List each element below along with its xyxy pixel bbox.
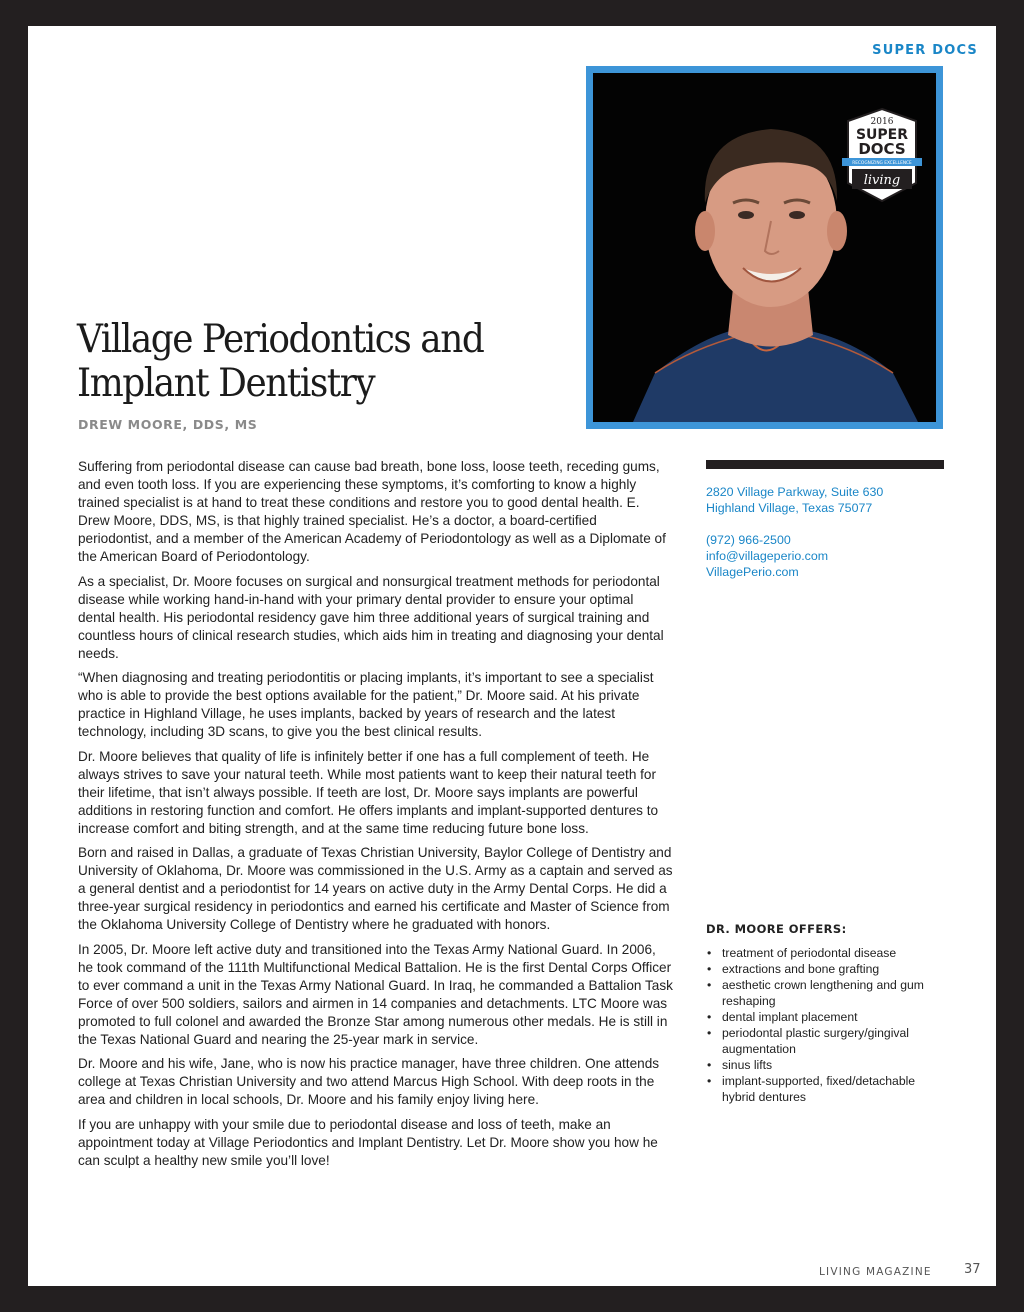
- article-body: [78, 458, 674, 1176]
- badge-year: 2016: [870, 117, 894, 127]
- badge-line1: SUPER: [855, 127, 909, 143]
- address-line-2: Highland Village, Texas 75077: [706, 501, 873, 515]
- paragraph: In 2005, Dr. Moore left active duty and transitioned into the Texas Army National Guard. In 2006, he took command of the 111th Multifunctional Medical Battalion. He is the first Dental Corps Officer to ever command a unit in the Texas Army National Guard. In Iraq, he commanded a Battalion Task Force of over 500 soldiers, sailors and airmen in 14 companies and detachments. LTC Moore was promoted to full colonel and awarded the Bronze Star among numerous other medals. He is still in the Texas National Guard and nearing the 25-year mark in service.: [78, 941, 673, 1047]
- contact-block: [706, 484, 946, 580]
- paragraph: Dr. Moore believes that quality of life is infinitely better if one has a full complement of teeth. He always strives to save your natural teeth. While most patients want to keep their natural teeth for their lifetime, that isn’t always possible. If teeth are lost, Dr. Moore says implants are powerful additions in restoring function and comfort. He offers implants and implant-supported dentures to increase comfort and biting strength, and at the same time reducing future bone loss.: [78, 748, 659, 836]
- title-line-1: Village Periodontics and: [77, 317, 484, 362]
- paragraph: Suffering from periodontal disease can cause bad breath, bone loss, loose teeth, receding gums, and even tooth loss. If you are experiencing these symptoms, it’s comforting to know a highly trained specialist is at hand to treat these conditions and restore you to good dental health. E. Drew Moore, DDS, MS, is that highly trained specialist. He’s a doctor, a board-certified periodontist, and a member of the American Academy of Periodontology as well as a Diplomate of the American Board of Periodontology.: [78, 459, 666, 564]
- magazine-name: LIVING MAGAZINE: [819, 1266, 932, 1278]
- list-item: • periodontal plastic surgery/gingival augmentation: [706, 1025, 946, 1057]
- portrait-frame: [586, 66, 943, 429]
- offers-list: [706, 945, 946, 1105]
- phone-number[interactable]: (972) 966-2500: [706, 533, 791, 547]
- badge-line2: DOCS: [858, 140, 906, 158]
- magazine-page: [28, 26, 996, 1286]
- website-link[interactable]: VillagePerio.com: [706, 565, 799, 579]
- list-item: • dental implant placement: [706, 1009, 946, 1025]
- list-item: • aesthetic crown lengthening and gum reshaping: [706, 977, 946, 1009]
- sidebar-divider: [706, 460, 944, 469]
- title-line-2: Implant Dentistry: [77, 361, 375, 406]
- badge-brand: living: [863, 173, 901, 188]
- super-docs-badge: [842, 107, 922, 203]
- paragraph: If you are unhappy with your smile due to periodontal disease and loss of teeth, make an appointment today at Village Periodontics and Implant Dentistry. Let Dr. Moore show you how he can sculpt a healthy new smile you’ll love!: [78, 1116, 658, 1168]
- list-item: • implant-supported, fixed/detachable hybrid dentures: [706, 1073, 946, 1105]
- paragraph: Dr. Moore and his wife, Jane, who is now his practice manager, have three children. One attends college at Texas Christian University and two attend Marcus High School. With deep roots in the area and children in local schools, Dr. Moore and his family enjoy living here.: [78, 1056, 660, 1107]
- list-item: • treatment of periodontal disease: [706, 945, 946, 961]
- section-tag: SUPER DOCS: [872, 43, 978, 58]
- list-item: • sinus lifts: [706, 1057, 946, 1073]
- byline: DREW MOORE, DDS, MS: [78, 417, 258, 432]
- email-link[interactable]: info@villageperio.com: [706, 549, 829, 563]
- paragraph: Born and raised in Dallas, a graduate of Texas Christian University, Baylor College of Dentistry and University of Oklahoma, Dr. Moore was commissioned in the U.S. Army as a captain and served as a general dentist and a periodontist for 14 years on active duty in the Army Dental Corps. He did a three-year surgical residency in periodontics and earned his certificate and Master of Science from the Oklahoma University College of Dentistry where he graduated with honors.: [78, 845, 673, 932]
- portrait-photo: [593, 73, 936, 422]
- address-line-1: 2820 Village Parkway, Suite 630: [706, 485, 884, 499]
- paragraph: “When diagnosing and treating periodontitis or placing implants, it’s important to see a specialist who is able to provide the best options available for the patient,” Dr. Moore said. At his private practice in Highland Village, he uses implants, backed by years of research and the latest technology, including 3D scans, to give you the best clinical results.: [78, 670, 654, 739]
- offers-heading: DR. MOORE OFFERS:: [706, 922, 847, 936]
- paragraph: As a specialist, Dr. Moore focuses on surgical and nonsurgical treatment methods for periodontal disease while working hand-in-hand with your primary dental provider to ensure your optimal dental health. His periodontal residency gave him three additional years of surgical training and countless hours of clinical research studies, which aids him in treating and diagnosing your dental needs.: [78, 573, 664, 661]
- list-item: • extractions and bone grafting: [706, 961, 946, 977]
- badge-ribbon: RECOGNIZING EXCELLENCE: [852, 161, 912, 166]
- page-number: 37: [964, 1262, 981, 1277]
- article-title: [77, 318, 509, 406]
